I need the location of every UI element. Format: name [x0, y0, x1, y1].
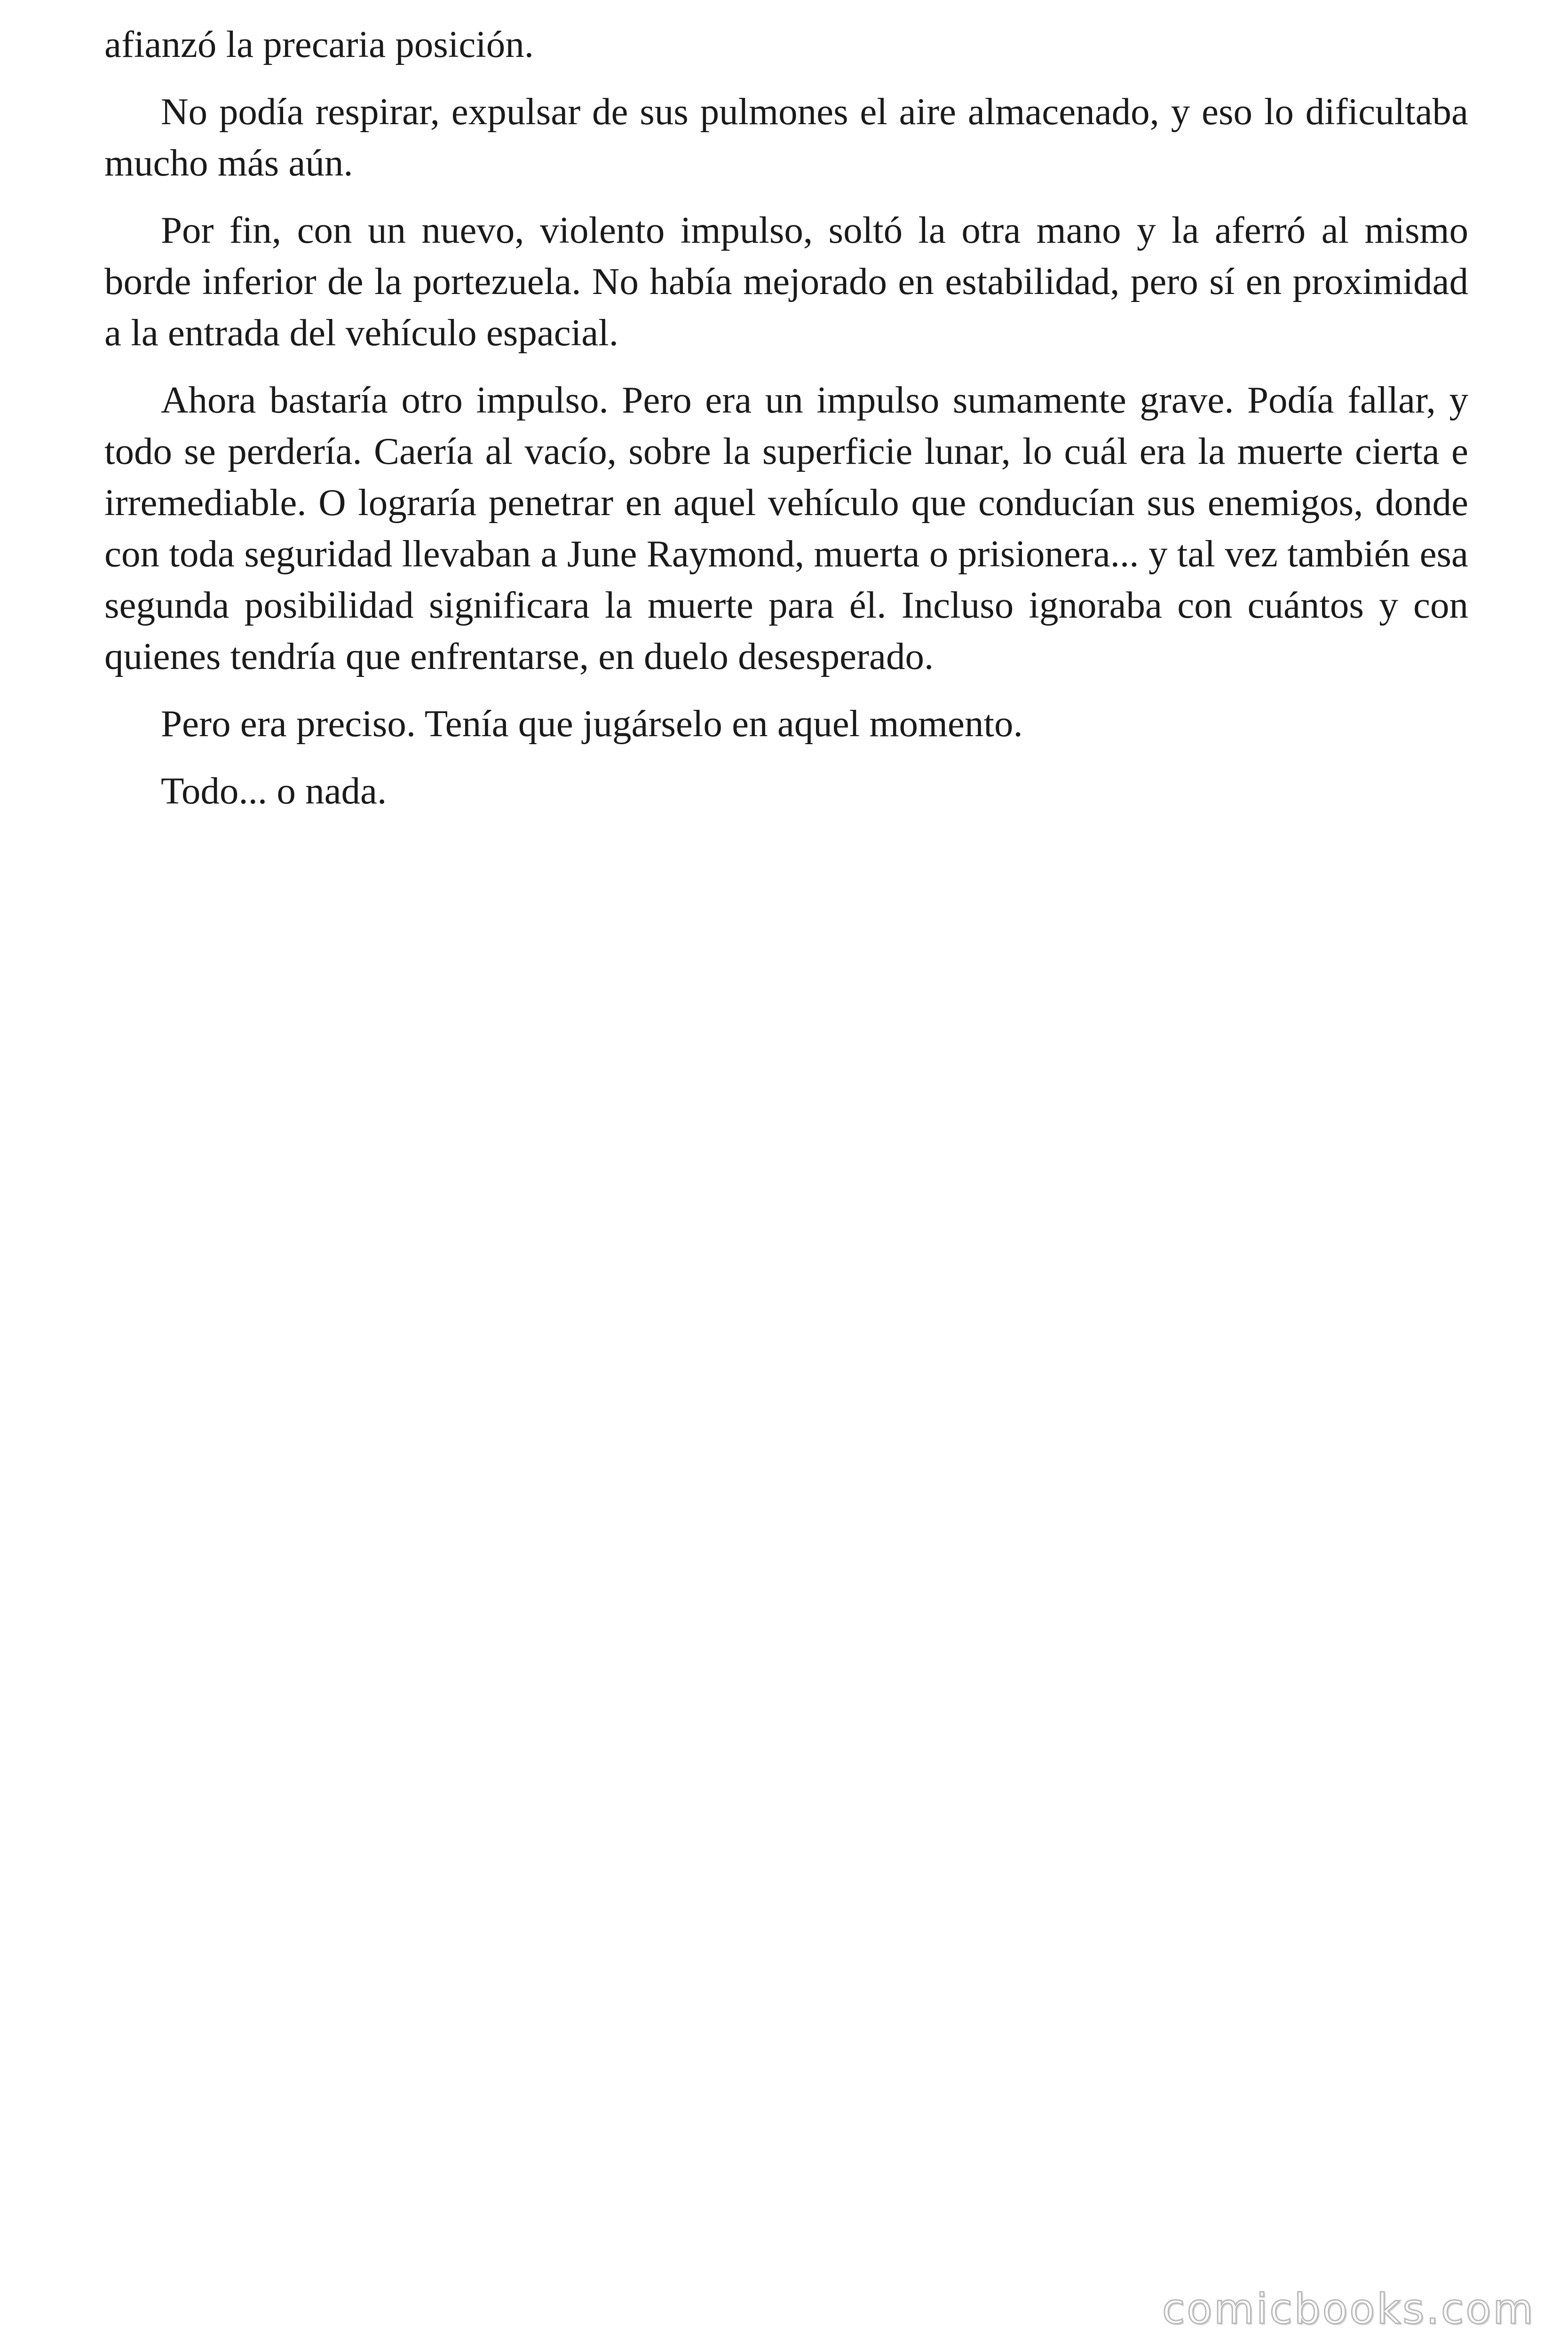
paragraph-continuation: afianzó la precaria posición. — [104, 23, 534, 65]
paragraph: Todo... o nada. — [161, 770, 387, 812]
watermark-logo: comicbooks.com — [1162, 2285, 1535, 2333]
paragraph: No podía respirar, expulsar de sus pulmones el aire almacenado, y eso lo dificultaba mucho más aún. — [104, 90, 1468, 184]
page-text — [104, 19, 1468, 833]
paragraph: Por fin, con un nuevo, violento impulso, soltó la otra mano y la aferró al mismo borde inferior de la portezuela. No había mejorado en estabilidad, pero sí en proximidad a la entrada del vehículo espacial. — [104, 209, 1468, 354]
paragraph: Ahora bastaría otro impulso. Pero era un impulso sumamente grave. Podía fallar, y todo se perdería. Caería al vacío, sobre la superficie lunar, lo cuál era la muerte cierta e irremediable. O lograría penetrar en aquel vehículo que conducían sus enemigos, donde con toda seguridad llevaban a June Raymond, muerta o prisionera... y tal vez también esa segunda posibilidad significara la muerte para él. Incluso ignoraba con cuántos y con quienes tendría que enfrentarse, en duelo desesperado. — [104, 379, 1468, 677]
paragraph: Pero era preciso. Tenía que jugárselo en aquel momento. — [161, 702, 1023, 745]
